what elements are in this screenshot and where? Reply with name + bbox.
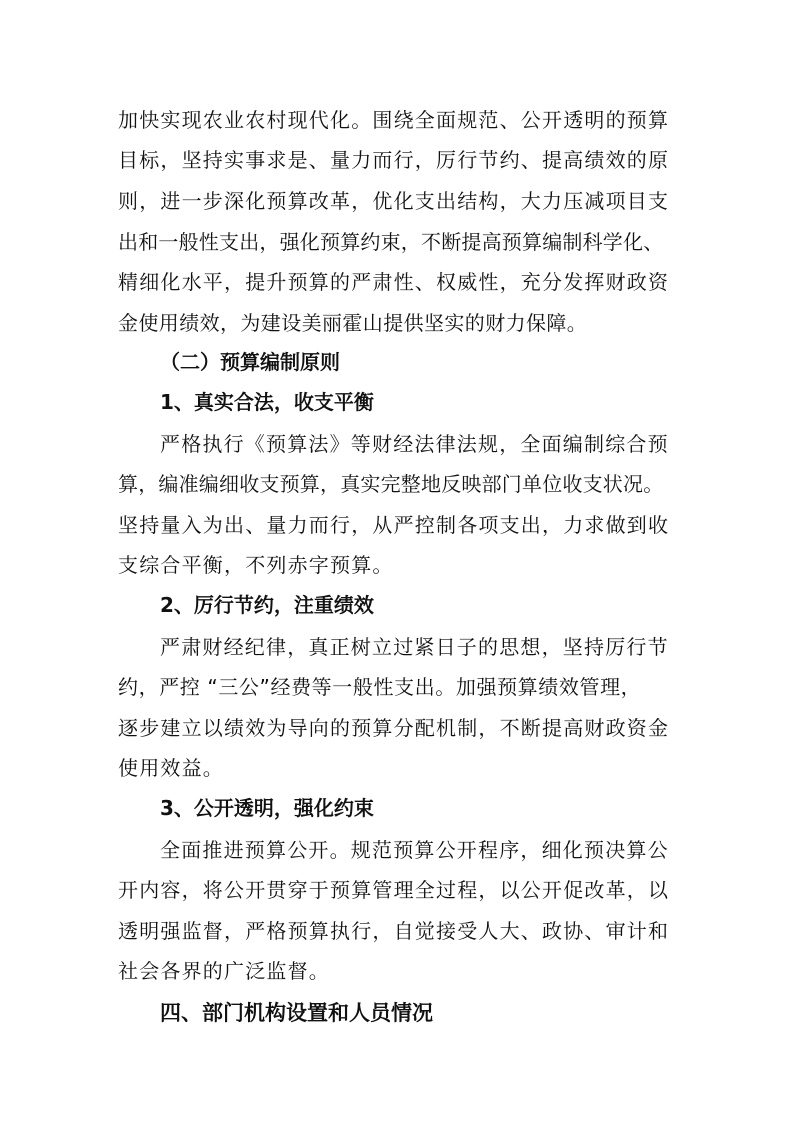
- paragraph-intro-line: 加快实现农业农村现代化。围绕全面规范、公开透明的预算: [118, 108, 670, 132]
- principle-1-line: 坚持量入为出、量力而行，从严控制各项支出，力求做到收: [118, 513, 670, 537]
- paragraph-intro-line: 出和一般性支出，强化预算约束，不断提高预算编制科学化、: [118, 230, 664, 254]
- paragraph-intro-line: 目标，坚持实事求是、量力而行，厉行节约、提高绩效的原: [118, 148, 670, 172]
- principle-1-line: 算，编准编细收支预算，真实完整地反映部门单位收支状况。: [118, 472, 664, 496]
- paragraph-intro-line: 金使用绩效，为建设美丽霍山提供坚实的财力保障。: [118, 311, 588, 335]
- principle-3-line: 开内容，将公开贯穿于预算管理全过程，以公开促改革，以: [118, 878, 670, 902]
- principle-3-line: 透明强监督，严格预算执行，自觉接受人大、政协、审计和: [118, 919, 670, 943]
- paragraph-intro-line: 则，进一步深化预算改革，优化支出结构，大力压减项目支: [118, 189, 670, 213]
- paragraph-intro-line: 精细化水平，提升预算的严肃性、权威性，充分发挥财政资: [118, 270, 670, 294]
- section-heading-budget-principles: （二）预算编制原则: [160, 350, 340, 374]
- principle-2-line: 使用效益。: [118, 756, 224, 780]
- principle-3-line: 全面推进预算公开。规范预算公开程序，细化预决算公: [160, 838, 669, 862]
- principle-2-line: 约，严控 “三公”经费等一般性支出。加强预算绩效管理，: [118, 675, 642, 699]
- principle-1-line: 严格执行《预算法》等财经法律法规，全面编制综合预: [160, 432, 669, 456]
- section-heading-organization-staff: 四、部门机构设置和人员情况: [160, 1001, 433, 1025]
- principle-2-title: 2、厉行节约，注重绩效: [160, 593, 374, 617]
- principle-1-title: 1、真实合法，收支平衡: [160, 390, 374, 414]
- principle-2-line: 逐步建立以绩效为导向的预算分配机制，不断提高财政资金: [118, 716, 670, 740]
- principle-3-title: 3、公开透明，强化约束: [160, 796, 374, 820]
- principle-3-line: 社会各界的广泛监督。: [118, 959, 330, 983]
- principle-2-line: 严肃财经纪律，真正树立过紧日子的思想，坚持厉行节: [160, 635, 669, 659]
- principle-1-line: 支综合平衡，不列赤字预算。: [118, 553, 394, 577]
